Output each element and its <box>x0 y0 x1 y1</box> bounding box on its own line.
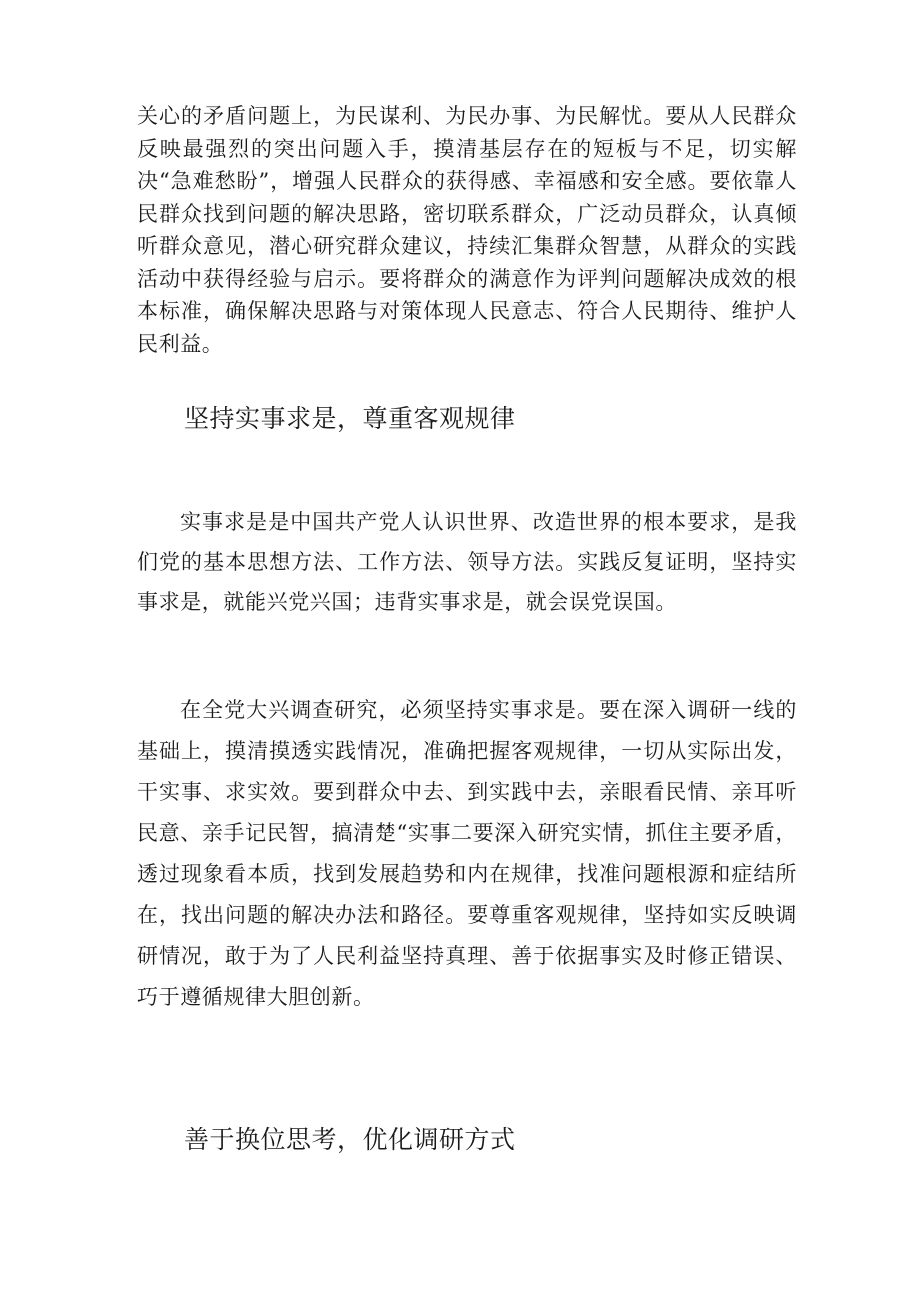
seek-truth-paragraph-2: 在全党大兴调查研究，必须坚持实事求是。要在深入调研一线的基础上，摸清摸透实践情况，准确把握客观规律，一切从实际出发，干实事、求实效。要到群众中去、到实践中去，亲眼看民情、亲耳听民意、亲手记民智，搞清楚“实事二要深入研究实情，抓住主要矛盾，透过现象看本质，找到发展趋势和内在规律，找准问题根源和症结所在，找出问题的解决办法和路径。要尊重客观规律，坚持如实反映调研情况，敢于为了人民利益坚持真理、善于依据事实及时修正错误、巧于遵循规律大胆创新。 <box>137 698 797 1009</box>
seek-truth-paragraph-1: 实事求是是中国共产党人认识世界、改造世界的根本要求，是我们党的基本思想方法、工作方法、领导方法。实践反复证明，坚持实事求是，就能兴党兴国；违背实事求是，就会误党误国。 <box>137 510 797 614</box>
section-heading-seek-truth: 坚持实事求是，尊重客观规律 <box>184 404 516 433</box>
intro-paragraph: 关心的矛盾问题上，为民谋利、为民办事、为民解忧。要从人民群众反映最强烈的突出问题入手，摸清基层存在的短板与不足，切实解决“急难愁盼”，增强人民群众的获得感、幸福感和安全感。要依靠人民群众找到问题的解决思路，密切联系群众，广泛动员群众，认真倾听群众意见，潜心研究群众建议，持续汇集群众智慧，从群众的实践活动中获得经验与启示。要将群众的满意作为评判问题解决成效的根本标准，确保解决思路与对策体现人民意志、符合人民期待、维护人民利益。 <box>137 104 797 356</box>
section-heading-perspective: 善于换位思考，优化调研方式 <box>184 1125 516 1154</box>
